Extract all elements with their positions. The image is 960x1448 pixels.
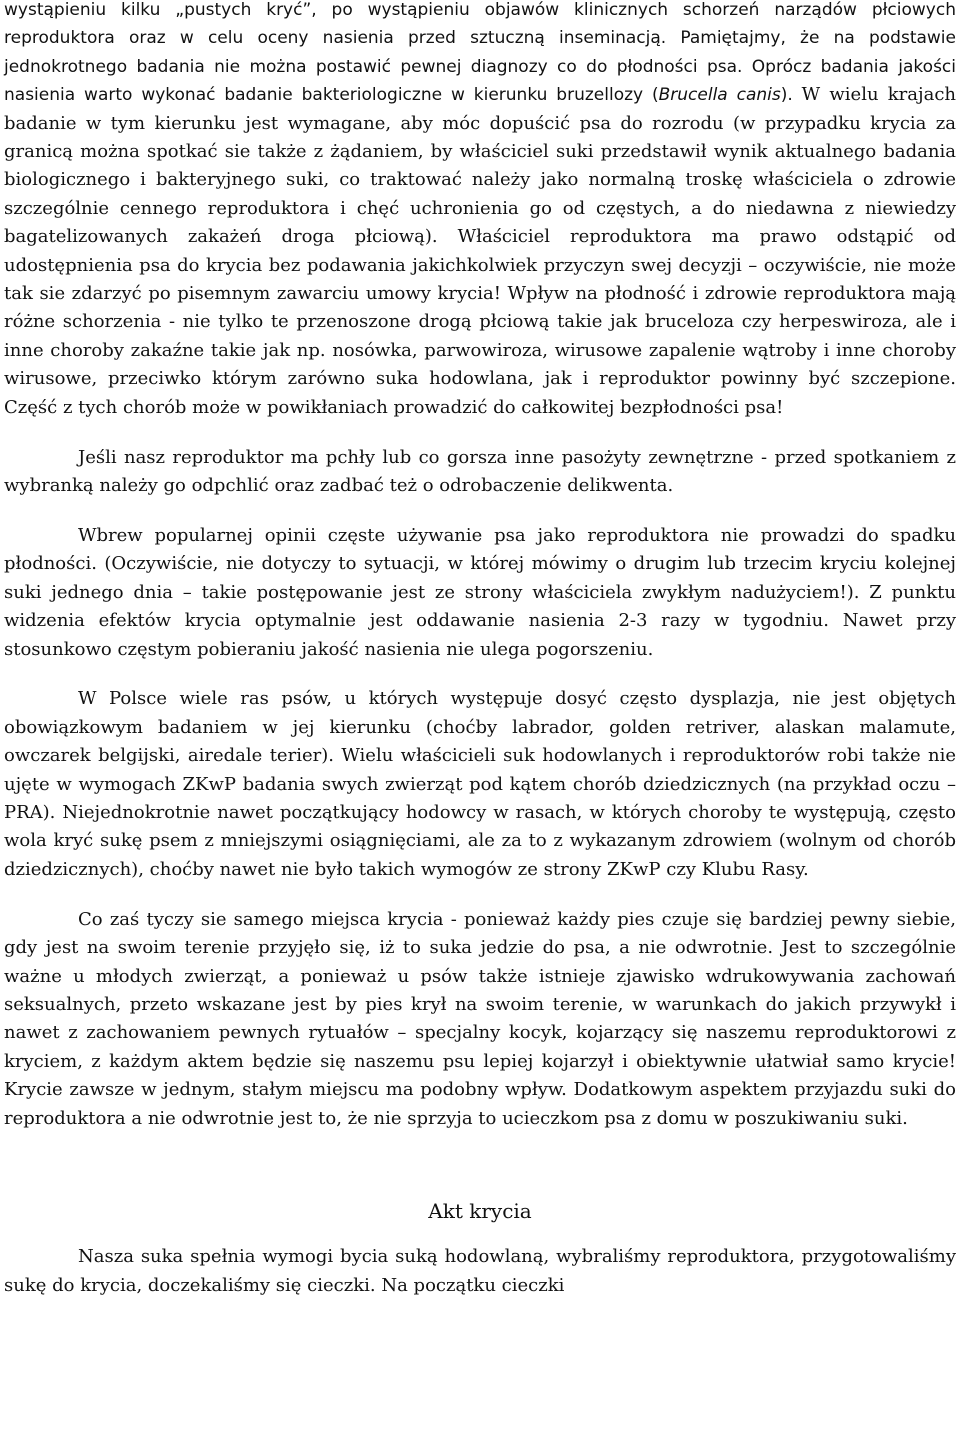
paragraph-fragment: ). [780,85,802,106]
paragraph-dysplasia: W Polsce wiele ras psów, u których występuje dosyć często dysplazja, nie jest objętych obowiązkowym badaniem w jej kierunku (choćby labrador, golden retriver, alaskan malamute, owczarek belgijski, airedale terier). Wielu właścicieli suk hodowlanych i reproduktorów robi także nie ujęte w wymogach ZKwP badania swych zwierząt pod kątem chorób dziedzicznych (na przykład oczu – PRA). Niejednokrotnie nawet początkujący hodowcy w rasach, w których choroby te występują, często wola kryć sukę psem z mniejszymi osiągnięciami, ale za to z wykazanym zdrowiem (wolnym od chorób dziedzicznych), choćby nawet nie było takich wymogów ze strony ZKwP czy Klubu Rasy. [4,688,956,880]
paragraph-fragment: W wielu krajach badanie w tym kierunku jest wymagane, aby móc dopuścić psa do rozrodu (w przypadku krycia za granicą można spotkać sie także z żądaniem, by właściciel suki przedstawił wynik aktualnego badania biologicznego i bakteryjnego suki, co traktować należy jako normalną troskę właściciela o zdrowie szczególnie cennego reproduktora i chęć uchronienia go od częstych, a do niedawna z niewiedzy bagatelizowanych zakażeń droga płciową). Właściciel reproduktora ma prawo odstąpić od udostępnienia psa do krycia bez podawania jakichkolwiek przyczyn swej decyzji – oczywiście, nie może tak sie zdarzyć po pisemnym zawarciu umowy krycia! Wpływ na płodność i zdrowie reproduktora mają różne schorzenia - nie tylko te przenoszone drogą płciową takie jak bruceloza czy herpeswiroza, ale i inne choroby zakaźne takie jak np. nosówka, parwowiroza, wirusowe zapalenie wątroby i inne choroby wirusowe, przeciwko którym zarówno suka hodowlana, jak i reproduktor powinny być szczepione. Część z tych chorób może w powikłaniach prowadzić do całkowitej bezpłodności psa! [4,84,956,418]
paragraph-parasites: Jeśli nasz reproduktor ma pchły lub co gorsza inne pasożyty zewnętrzne - przed spotkaniem z wybranką należy go odpchlić oraz zadbać też o odrobaczenie delikwenta. [4,446,956,496]
paragraph-frequency: Wbrew popularnej opinii częste używanie psa jako reproduktora nie prowadzi do spadku płodności. (Oczywiście, nie dotyczy to sytuacji, w której mówimy o drugim lub trzecim kryciu kolejnej suki jednego dnia – takie postępowanie jest ze strony właściciela zwykłym nadużyciem!). Z punktu widzenia efektów krycia optymalnie jest oddawanie nasienia 2-3 razy w tygodniu. Nawet przy stosunkowo częstym pobieraniu jakość nasienia nie ulega pogorszeniu. [4,524,956,660]
species-name: Brucella canis [658,85,781,106]
paragraph-mating-act: Nasza suka spełnia wymogi bycia suką hodowlaną, wybraliśmy reproduktora, przygotowaliśmy sukę do krycia, doczekaliśmy się cieczki. Na początku cieczki [4,1246,956,1296]
document-page [4,0,956,1300]
paragraph-location: Co zaś tyczy sie samego miejsca krycia - ponieważ każdy pies czuje się bardziej pewny siebie, gdy jest na swoim terenie przyjęło się, iż to suka jedzie do psa, a nie odwrotnie. Jest to szczególnie ważne u młodych zwierząt, a ponieważ u psów także istnieje zjawisko wdrukowywania zachowań seksualnych, przeto wskazane jest by pies krył na swoim terenie, w warunkach do jakich przywykł i nawet z zachowaniem pewnych rytuałów – specjalny kocyk, kojarzący się naszemu reproduktorowi z kryciem, z każdym aktem będzie się naszemu psu lepiej kojarzył i obiektywnie ułatwiał samo krycie! Krycie zawsze w jednym, stałym miejscu ma podobny wpływ. Dodatkowym aspektem przyjazdu suki do reproduktora a nie odwrotnie jest to, że nie sprzyja to ucieczkom psa z domu w poszukiwaniu suki. [4,908,956,1129]
paragraph-brucellosis [4,0,956,422]
paragraph-fragment: wystąpieniu kilku „pustych kryć”, po wystąpieniu objawów klinicznych schorzeń narządów płciowych reproduktora oraz w celu oceny nasienia przed sztuczną inseminacją. Pamiętajmy, że na podstawie jednokrotnego badania nie można postawić pewnej diagnozy co do płodności psa. Oprócz badania jakości nasienia warto wykonać badanie bakteriologiczne w kierunku bruzellozy ( [4,0,956,106]
section-heading: Akt krycia [428,1199,532,1224]
